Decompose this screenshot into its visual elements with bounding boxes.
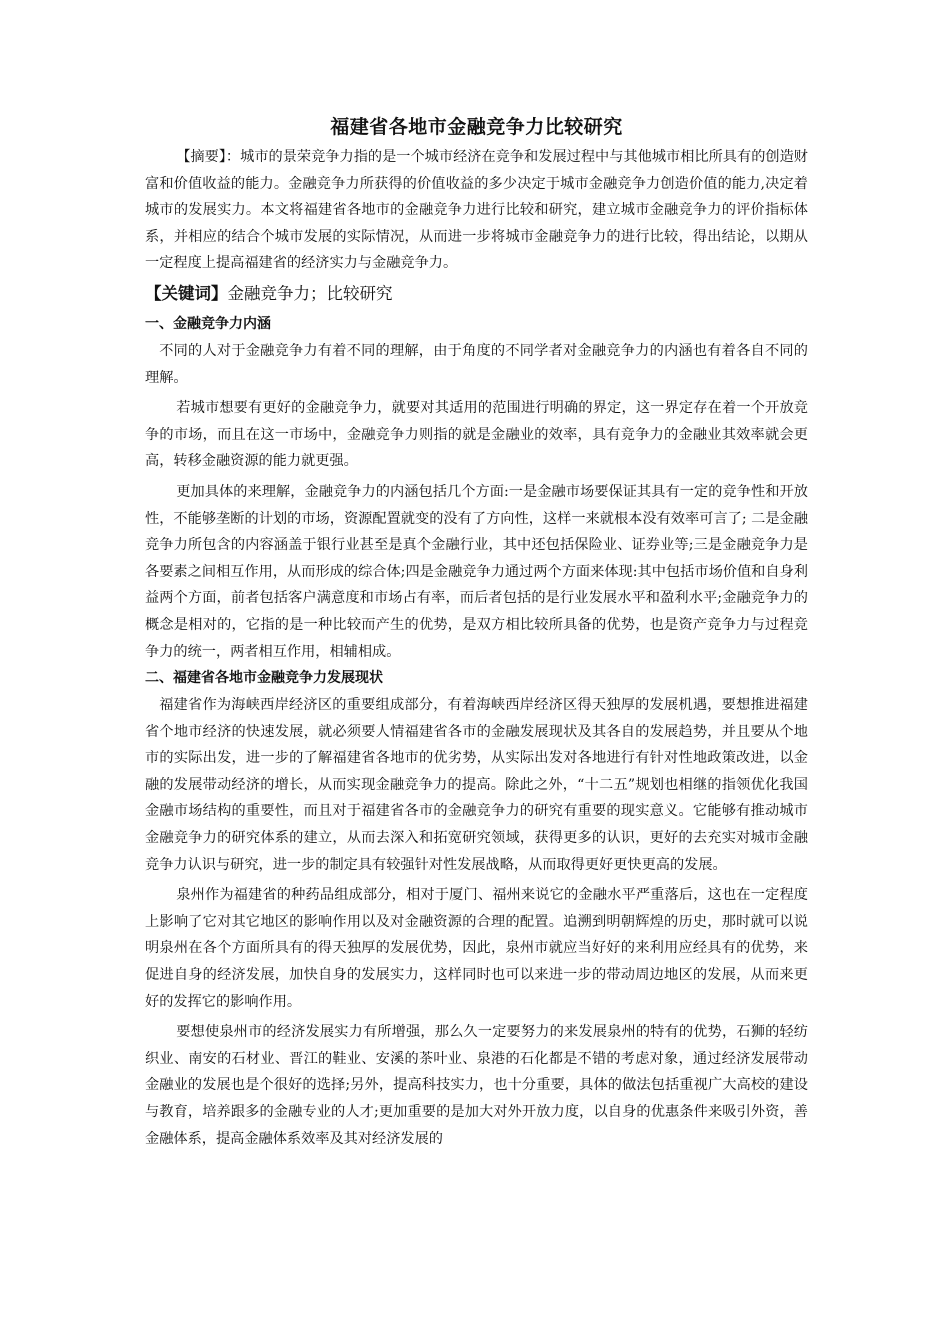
keywords-line	[145, 279, 808, 309]
section-heading-2: 二、福建省各地市金融竞争力发展现状	[145, 670, 383, 687]
abstract-text: ：城市的景荣竞争力指的是一个城市经济在竞争和发展过程中与其他城市相比所具有的创造财富和价值收益的能力。金融竞争力所获得的价值收益的多少决定于城市金融竞争力创造价值的能力,决定着城市的发展实力。本文将福建省各地市的金融竞争力进行比较和研究，建立城市金融竞争力的评价指标体系，并相应的结合个城市发展的实际情况，从而进一步将城市金融竞争力的进行比较，得出结论，以期从一定程度上提高福建省的经济实力与金融竞争力。	[145, 149, 808, 272]
abstract-paragraph	[145, 144, 808, 277]
section-2-paragraph-3: 要想使泉州市的经济发展实力有所增强，那么久一定要努力的来发展泉州的特有的优势，石狮的轻纺织业、南安的石材业、晋江的鞋业、安溪的茶叶业、泉港的石化都是不错的考虑对象，通过经济发展带动金融业的发展也是个很好的选择;另外，提高科技实力，也十分重要，具体的做法包括重视广大高校的建设与教育，培养跟多的金融专业的人才;更加重要的是加大对外开放力度，以自身的优惠条件来吸引外资，善金融体系，提高金融体系效率及其对经济发展的	[145, 1024, 808, 1147]
section-heading-1: 一、金融竞争力内涵	[145, 315, 271, 332]
section-2-paragraph-2: 泉州作为福建省的种药品组成部分，相对于厦门、福州来说它的金融水平严重落后，这也在一定程度上影响了它对其它地区的影响作用以及对金融资源的合理的配置。追溯到明朝辉煌的历史，那时就可以说明泉州在各个方面所具有的得天独厚的发展优势，因此，泉州市就应当好好的来利用应经具有的优势，来促进自身的经济发展，加快自身的发展实力，这样同时也可以来进一步的带动周边地区的发展，从而来更好的发挥它的影响作用。	[145, 887, 808, 1010]
keywords-label: 【关键词】	[145, 283, 228, 303]
abstract-label: 【摘要】	[176, 149, 226, 165]
document-page	[145, 112, 808, 1152]
keywords-text: 金融竞争力；比较研究	[227, 283, 393, 303]
section-1-paragraph-2: 若城市想要有更好的金融竞争力，就要对其适用的范围进行明确的界定，这一界定存在着一个开放竞争的市场，而且在这一市场中，金融竞争力则指的就是金融业的效率，具有竞争力的金融业其效率就会更高，转移金融资源的能力就更强。	[145, 400, 808, 470]
section-1-paragraph-3: 更加具体的来理解，金融竞争力的内涵包括几个方面:一是金融市场要保证其具有一定的竞争性和开放性，不能够垄断的计划的市场，资源配置就变的没有了方向性，这样一来就根本没有效率可言了; 二是金融竞争力所包含的内容涵盖于银行业甚至是真个金融行业，其中还包括保险业、证券业等;三是金融竞争力是各要素之间相互作用，从而形成的综合体;四是金融竞争力通过两个方面来体现:其中包括市场价值和自身利益两个方面，前者包括客户满意度和市场占有率，而后者包括的是行业发展水平和盈利水平;金融竞争力的概念是相对的，它指的是一种比较而产生的优势，是双方相比较所具备的优势，也是资产竞争力与过程竞争力的统一，两者相互作用，相辅相成。	[145, 483, 808, 660]
paper-title: 福建省各地市金融竞争力比较研究	[330, 116, 623, 138]
section-2-paragraph-1: 福建省作为海峡西岸经济区的重要组成部分，有着海峡西岸经济区得天独厚的发展机遇，要想推进福建省个地市经济的快速发展，就必须要人情福建省各市的金融发展现状及其各自的发展趋势，并且要从个地市的实际出发，进一步的了解福建省各地市的优劣势，从实际出发对各地进行有针对性地政策改进，以金融的发展带动经济的增长，从而实现金融竞争力的提高。除此之外，“十二五”规划也相继的指领优化我国金融市场结构的重要性，而且对于福建省各市的金融竞争力的研究有重要的现实意义。它能够有推动城市金融竞争力的研究体系的建立，从而去深入和拓宽研究领域，获得更多的认识，更好的去充实对城市金融竞争力认识与研究，进一步的制定具有较强针对性发展战略，从而取得更好更快更高的发展。	[145, 697, 808, 873]
section-1-paragraph-1: 不同的人对于金融竞争力有着不同的理解，由于角度的不同学者对金融竞争力的内涵也有着各自不同的理解。	[145, 342, 808, 386]
